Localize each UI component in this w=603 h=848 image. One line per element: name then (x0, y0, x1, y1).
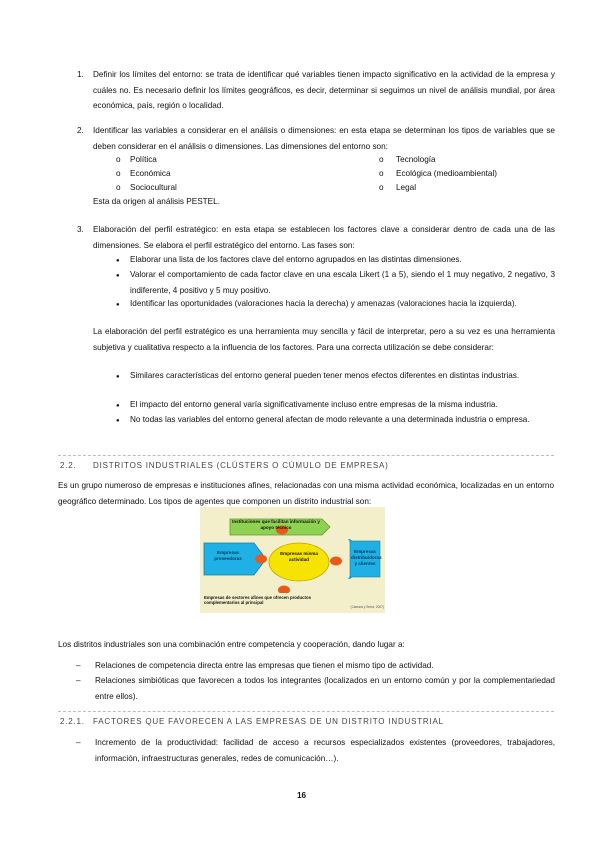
dimension-right-3: Legal (396, 183, 417, 192)
dash-marker: – (76, 738, 81, 747)
relation-2: Relaciones simbióticas que favorecen a todos los integrantes (localizados en un entorno común y por la complementariedad entre ellos). (95, 676, 555, 701)
profile-paragraph: La elaboración del perfil estratégico es una herramienta muy sencilla y fácil de interpretar, pero a su vez es una herramienta subjetiva y cualitativa respecto a la influencia de los factores. Para una correcta utilización se debe considerar: (93, 327, 555, 352)
list-number-1: 1. (77, 70, 84, 79)
dash-marker: – (76, 676, 81, 685)
section-intro: Es un grupo numeroso de empresas e instituciones afines, relacionadas con una misma actividad económica, localizadas en un entorno geográfico determinado. Los tipos de agentes que componen un distrito industrial son: (58, 481, 554, 506)
factor-1: Incremento de la productividad: facilidad de acceso a recursos especializados existentes (proveedores, trabajadores, información, infraestructuras generales, redes de comunicación…). (95, 738, 555, 763)
marker: o (116, 155, 121, 164)
distritos-combination: Los distritos industriales son una combinación entre competencia y cooperación, dando lugar a: (58, 640, 405, 649)
consideration-1: Similares características del entorno general pueden tener menos efectos diferentes en distintas industrias. (130, 371, 520, 380)
list-item-1-text: Definir los límites del entorno: se trata de identificar qué variables tienen impacto significativo en la actividad de la empresa y cuáles no. Es necesario definir los límites geográficos, es decir, determinar si seguimos un nivel de análisis mundial, por área económica, país, región o localidad. (93, 70, 555, 110)
phase-2: Valorar el comportamiento de cada factor clave en una escala Likert (1 a 5), siendo el 1 muy negativo, 2 negativo, 3 indiferente, 4 positivo y 5 muy positivo. (130, 270, 555, 295)
diagram-bottom-label: Empresas de sectores afines que ofrecen productos complementarios al principal (204, 595, 311, 606)
consideration-3: No todas las variables del entorno general afectan de modo relevante a una determinada industria o empresa. (130, 415, 530, 424)
marker: o (379, 169, 384, 178)
list-item-3-text: Elaboración del perfil estratégico: en esta etapa se establecen los factores clave a considerar dentro de cada una de las dimensiones. Se elabora el perfil estratégico del entorno. Las fases son: (93, 225, 555, 250)
bullet (116, 267, 124, 285)
diagram-credit: (Cámara y Serra, 2007) (350, 605, 384, 609)
connector-dot (255, 555, 267, 564)
connector-dot (330, 557, 342, 566)
subsection-title: FACTORES QUE FAVORECEN A LAS EMPRESAS DE UN DISTRITO INDUSTRIAL (93, 717, 444, 726)
list-number-3: 3. (77, 225, 84, 234)
bullet (116, 412, 124, 430)
marker: o (116, 183, 121, 192)
section-divider (58, 455, 554, 456)
list-number-2: 2. (77, 126, 84, 135)
marker: o (379, 155, 384, 164)
page-number: 16 (296, 791, 307, 800)
bullet (116, 368, 124, 386)
relation-1: Relaciones de competencia directa entre las empresas que tienen el mismo tipo de actividad. (95, 661, 434, 670)
dimension-left-2: Económica (130, 169, 171, 178)
diagram-top-label: Instituciones que facilitan información y apoyo técnico (232, 519, 320, 530)
section-title: DISTRITOS INDUSTRIALES (CLÚSTERS O CÚMULO DE EMPRESA) (93, 461, 389, 470)
dimension-right-1: Tecnología (396, 155, 436, 164)
marker: o (379, 183, 384, 192)
subsection-number: 2.2.1. (60, 717, 85, 726)
marker: o (116, 169, 121, 178)
phase-3: Identificar las oportunidades (valoraciones hacia la derecha) y amenazas (valoraciones hacia la izquierda). (130, 299, 517, 308)
dimension-right-2: Ecológica (medioambiental) (396, 169, 498, 178)
consideration-2: El impacto del entorno general varía significativamente incluso entre empresas de la misma industria. (130, 400, 498, 409)
dimension-left-1: Política (130, 155, 157, 164)
diagram-left-label: Empresas proveedoras (214, 550, 242, 561)
diagram-right-label: Empresas distribuidoras y clientes (351, 549, 382, 566)
section-number: 2.2. (60, 461, 77, 470)
cluster-diagram (200, 507, 385, 613)
diagram-center-label: Empresas misma actividad (280, 551, 318, 562)
bullet (116, 296, 124, 314)
dimension-left-3: Sociocultural (130, 183, 177, 192)
list-item-2-text: Identificar las variables a considerar en el análisis o dimensiones: en esta etapa se determinan los tipos de variables que se deben considerar en el análisis o dimensiones. Las dimensiones del entorno son: (93, 126, 555, 151)
subsection-divider (58, 711, 554, 712)
pestel-note: Esta da origen al análisis PESTEL. (93, 197, 220, 206)
dash-marker: – (76, 661, 81, 670)
phase-1: Elaborar una lista de los factores clave del entorno agrupados en las distintas dimensiones. (130, 255, 462, 264)
